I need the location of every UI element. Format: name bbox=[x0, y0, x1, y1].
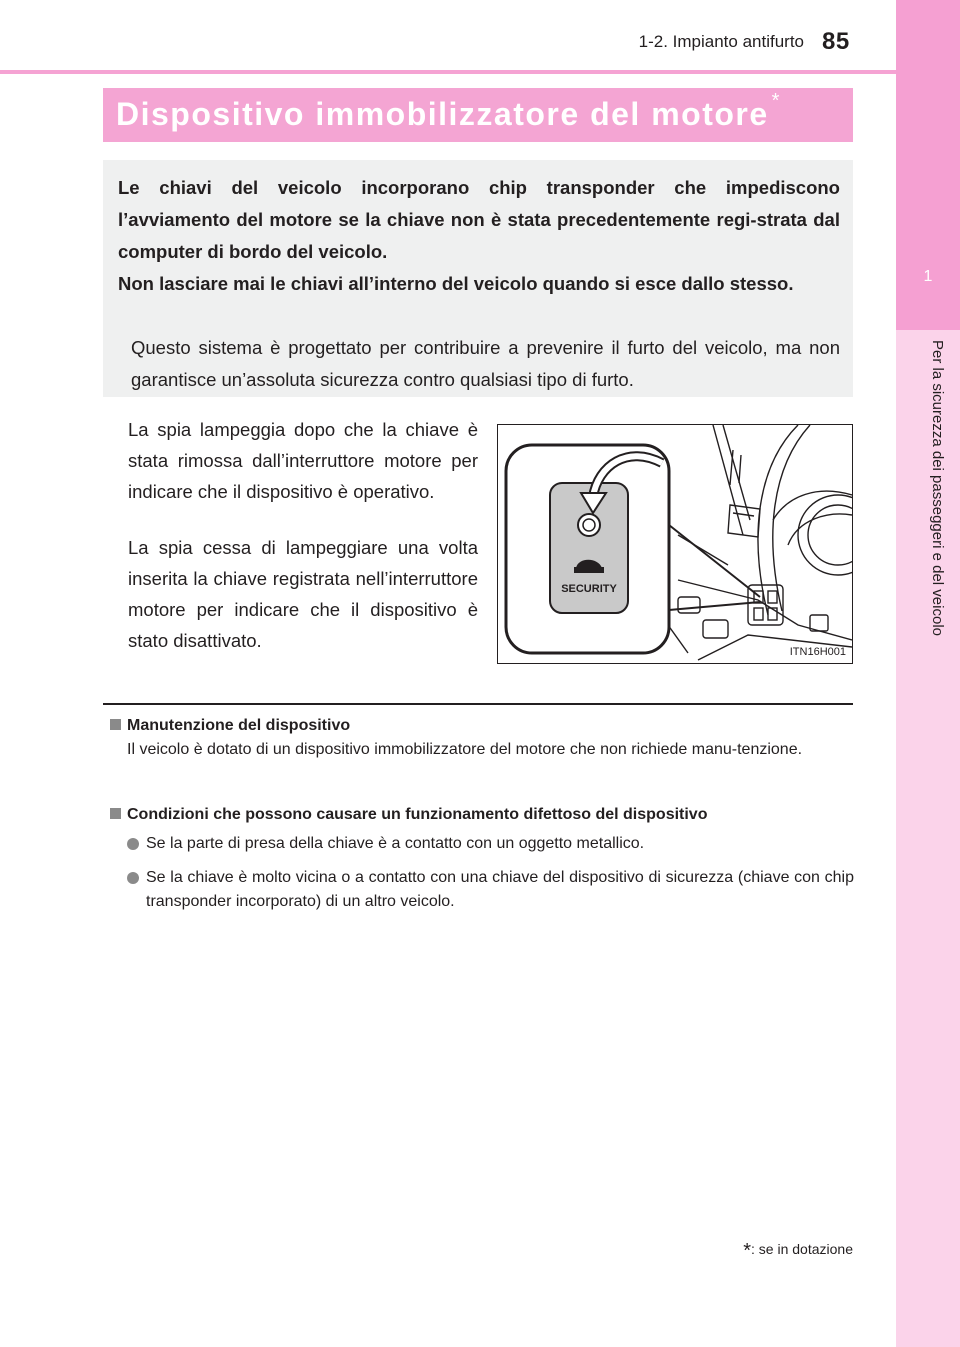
dashboard-drawing bbox=[498, 425, 852, 663]
page-title-text: Dispositivo immobilizzatore del motore bbox=[116, 96, 769, 132]
note-conditions-heading-text: Condizioni che possono causare un funzionamento difettoso del dispositivo bbox=[127, 806, 708, 823]
side-tab-chapter-title: Per la sicurezza dei passeggeri e del veicolo bbox=[929, 340, 946, 636]
title-bar bbox=[103, 88, 853, 142]
header-section-title: 1-2. Impianto antifurto bbox=[638, 32, 804, 51]
page-number: 85 bbox=[822, 28, 850, 55]
footnote-text: : se in dotazione bbox=[751, 1241, 853, 1257]
note-maintenance-text: Il veicolo è dotato di un dispositivo immobilizzatore del motore che non richiede manu-tenzione. bbox=[127, 741, 803, 758]
note-maintenance bbox=[110, 714, 855, 762]
note-conditions bbox=[110, 803, 855, 827]
body-paragraph-1: La spia lampeggia dopo che la chiave è stata rimossa dall’interruttore motore per indicare che il dispositivo è operativo. bbox=[128, 419, 478, 502]
security-indicator-illustration bbox=[497, 424, 853, 664]
security-label: SECURITY bbox=[561, 583, 617, 595]
section-divider bbox=[103, 703, 853, 705]
intro-paragraph-3: Questo sistema è progettato per contribuire a prevenire il furto del veicolo, ma non garantisce un’assoluta sicurezza contro qualsiasi tipo di furto. bbox=[131, 337, 840, 390]
square-bullet-icon bbox=[110, 719, 121, 730]
round-bullet-icon bbox=[127, 872, 139, 884]
page-title bbox=[116, 90, 781, 133]
round-bullet-icon bbox=[127, 838, 139, 850]
footnote bbox=[743, 1237, 853, 1260]
side-tab-chapter-number: 1 bbox=[923, 268, 933, 285]
note-conditions-heading bbox=[110, 803, 855, 827]
list-item bbox=[127, 866, 854, 914]
list-item-text: Se la chiave è molto vicina o a contatto con una chiave del dispositivo di sicurezza (chiave con chip transponder incorporato) di un altro veicolo. bbox=[146, 869, 854, 910]
header-rule bbox=[0, 70, 896, 74]
intro-box bbox=[103, 160, 853, 397]
square-bullet-icon bbox=[110, 808, 121, 819]
list-item bbox=[127, 832, 854, 856]
intro-paragraph-2: Non lasciare mai le chiavi all’interno del veicolo quando si esce dallo stesso. bbox=[118, 273, 794, 294]
title-asterisk-icon: * bbox=[771, 90, 781, 112]
note-maintenance-heading bbox=[110, 714, 855, 738]
figure-code: ITN16H001 bbox=[789, 646, 846, 658]
intro-paragraph-1: Le chiavi del veicolo incorporano chip transponder che impediscono l’avviamento del motore se la chiave non è stata precedentemente regi-strata dal computer di bordo del veicolo. bbox=[118, 177, 840, 262]
list-item-text: Se la parte di presa della chiave è a contatto con un oggetto metallico. bbox=[146, 835, 645, 852]
note-maintenance-heading-text: Manutenzione del dispositivo bbox=[127, 717, 351, 734]
body-paragraph-2: La spia cessa di lampeggiare una volta inserita la chiave registrata nell’interruttore motore per indicare che il dispositivo è stato disattivato. bbox=[128, 537, 478, 651]
asterisk-icon: * bbox=[743, 1240, 752, 1262]
